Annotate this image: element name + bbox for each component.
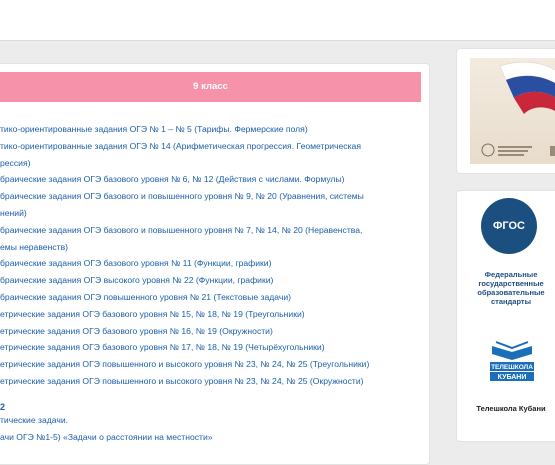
- task-link-2[interactable]: тико-ориентированные задания ОГЭ № 14 (Арифметическая прогрессия. Геометрическая: [0, 140, 361, 151]
- section-link[interactable]: ачи ОГЭ №1-5) «Задачи о расстоянии на местности»: [0, 432, 213, 442]
- task-link-1[interactable]: тико-ориентированные задания ОГЭ № 1 – № 5 (Тарифы. Фермерские поля): [0, 124, 308, 134]
- task-link-5[interactable]: браические задания ОГЭ базового и повышенного уровня № 7, № 14, № 20 (Неравенства,: [0, 224, 363, 235]
- tk-logo-top-text: ТЕЛЕШКОЛА: [491, 364, 533, 371]
- task-link-11[interactable]: етрические задания ОГЭ базового уровня № 17, № 18, № 19 (Четырёхугольники): [0, 342, 325, 353]
- task-link-4-cont[interactable]: нений): [0, 207, 27, 218]
- book-icon: [486, 332, 538, 384]
- task-link-3[interactable]: браические задания ОГЭ базового уровня № 6, № 12 (Действия с числами. Формулы): [0, 174, 345, 185]
- teleshkola-caption[interactable]: Телешкола Кубани: [476, 404, 546, 413]
- grade-header: 9 класс: [0, 72, 421, 102]
- task-link-2-cont[interactable]: рессия): [0, 157, 31, 168]
- fgos-logo-text: ФГОС: [493, 220, 525, 232]
- section-description: тические задачи.: [0, 415, 69, 425]
- fgos-caption[interactable]: Федеральные государственные образовательные стандарты: [477, 270, 545, 306]
- ministry-banner[interactable]: [470, 58, 555, 164]
- task-link-7[interactable]: браические задания ОГЭ высокого уровня № 22 (Функции, графики): [0, 275, 274, 286]
- top-bar: [0, 0, 555, 41]
- task-link-5-cont[interactable]: емы неравенств): [0, 241, 68, 252]
- task-link-10[interactable]: етрические задания ОГЭ базового уровня № 16, № 19 (Окружности): [0, 325, 273, 336]
- teleshkola-logo[interactable]: [486, 332, 538, 384]
- task-link-8[interactable]: браические задания ОГЭ повышенного уровня № 21 (Текстовые задачи): [0, 291, 292, 302]
- section-number: 2: [0, 402, 6, 412]
- task-link-12[interactable]: етрические задания ОГЭ повышенного и высокого уровня № 23, № 24, № 25 (Треугольники): [0, 359, 370, 370]
- flag-ribbon-icon: [470, 58, 555, 164]
- task-list: [0, 121, 421, 390]
- task-link-9[interactable]: етрические задания ОГЭ базового уровня № 15, № 18, № 19 (Треугольники): [0, 308, 305, 319]
- task-link-6[interactable]: браические задания ОГЭ базового уровня № 11 (Функции, графики): [0, 258, 272, 269]
- task-link-4[interactable]: браические задания ОГЭ базового и повышенного уровня № 9, № 20 (Уравнения, системы: [0, 191, 364, 202]
- fgos-logo[interactable]: [481, 198, 537, 254]
- tk-logo-bottom-text: КУБАНИ: [497, 374, 527, 381]
- task-link-13[interactable]: етрические задания ОГЭ повышенного и высокого уровня № 23, № 24, № 25 (Окружности): [0, 375, 364, 386]
